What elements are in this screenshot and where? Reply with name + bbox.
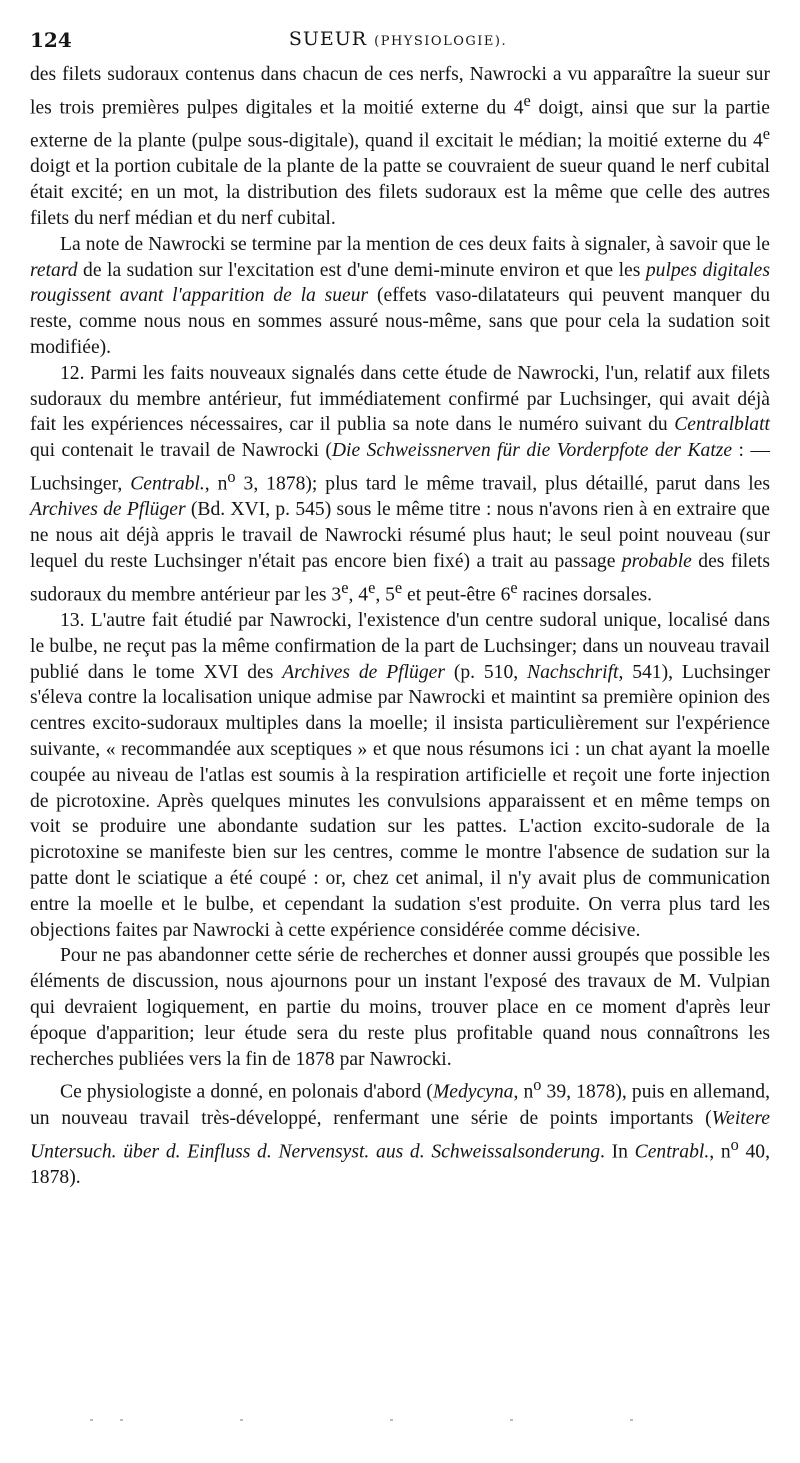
- italic-run: Centrabl.: [130, 473, 205, 495]
- text-run: : — Luchsinger,: [30, 440, 770, 495]
- text-run: 12. Parmi les faits nouveaux signalés dans cette étude de Nawrocki, l'un, relatif aux filets sudoraux du membre antérieur, fut immédiatement confirmé par Luchsinger, qui avait déjà fait les expériences nécessaires, car il publia sa note dans le numéro suivant du: [30, 362, 770, 436]
- text-run: . In: [600, 1141, 635, 1163]
- italic-run: Nachschrift: [527, 661, 619, 683]
- text-run: 39, 1878), puis en allemand, un nouveau travail très-développé, renfermant une série de points importants (: [30, 1081, 770, 1129]
- paragraph: [30, 1072, 770, 1190]
- italic-run: Archives de Pflüger: [282, 661, 445, 683]
- text-run: des filets sudoraux contenus dans chacun de ces nerfs, Nawrocki a vu apparaître la sueur sur les trois premières pulpes digitales et la moitié externe du 4: [30, 64, 770, 119]
- paragraph: [30, 943, 770, 1072]
- faint-bottom-marks: [90, 1417, 710, 1423]
- text-run: 3, 1878); plus tard le même travail, plus détaillé, parut dans les: [235, 473, 770, 495]
- paragraph: [30, 232, 770, 361]
- text-run: doigt, ainsi que sur la partie externe de la plante (pulpe sous-digitale), quand il excitait le médian; la moitié externe du 4: [30, 97, 770, 152]
- italic-run: probable: [621, 550, 692, 572]
- superscript: o: [533, 1075, 542, 1095]
- text-run: (Bd. XVI, p. 545) sous le même titre : nous n'avons rien à en extraire que ne nous ait déjà appris le travail de Nawrocki résumé plus haut; le seul point nouveau (sur lequel du reste Luchsinger n'était pas encore bien fixé) a trait au passage: [30, 499, 770, 572]
- text-run: et peut-être 6: [402, 584, 511, 606]
- italic-run: retard: [30, 259, 78, 281]
- text-run: 13. L'autre fait étudié par Nawrocki, l'existence d'un centre sudoral unique, localisé dans le bulbe, ne reçut pas la même confirmation de la part de Luchsinger; dans un nouveau travail publié dans le tome XVI des: [30, 610, 770, 683]
- text-run: racines dorsales.: [517, 584, 653, 606]
- paragraph-section-13: [30, 608, 770, 943]
- text-run: , n: [204, 473, 228, 495]
- paragraph-section-12: [30, 361, 770, 608]
- running-title-main: SUEUR: [288, 28, 368, 50]
- text-run: (p. 510,: [444, 661, 528, 683]
- superscript: e: [368, 577, 376, 597]
- text-run: Pour ne pas abandonner cette série de recherches et donner aussi groupés que possible les éléments de discussion, nous ajournons pour un instant l'exposé des travaux de M. Vulpian qui devraient logiquement, en partie du moins, trouver place en ce moment d'après leur époque d'apparition; leur étude sera du reste plus profitable quand nous connaîtrons les recherches publiées vers la fin de 1878 par Nawrocki.: [30, 945, 770, 1070]
- text-run: des filets sudoraux du membre antérieur par les 3: [30, 550, 770, 606]
- running-header: [30, 28, 766, 54]
- superscript: o: [730, 1134, 739, 1154]
- text-run: , n: [709, 1141, 731, 1163]
- italic-run: Centralblatt: [674, 414, 770, 436]
- italic-run: Archives de Pflüger: [30, 499, 186, 521]
- italic-run: pulpes digitales rougissent avant l'apparition de la sueur: [30, 259, 770, 307]
- superscript: e: [394, 577, 403, 597]
- italic-run: Centrabl.: [634, 1141, 710, 1163]
- text-run: , 541), Luchsinger s'éleva contre la localisation unique admise par Nawrocki et maintint sa première opinion des centres excito-sudoraux multiples dans la moelle; il insista particulièrement sur l'expérience suivante, « recommandée aux sceptiques » et que nous résumons ici : un chat ayant la moelle coupée au niveau de l'atlas est soumis à la respiration artificielle et reçoit une forte injection de picrotoxine. Après quelques minutes les convulsions apparaissent et en même temps on voit se produire une abondante sudation sur les pattes. L'action excito-sudorale de la picrotoxine se manifeste bien sur les centres, comme le montre l'absence de sudation sur la patte dont le sciatique a été coupé : or, chez cet animal, il n'y avait plus de communication entre la moelle et le bulbe, et cependant la sudation s'est produite. On verra plus tard les objections faites par Nawrocki à cette expérience considérée comme décisive.: [30, 661, 771, 941]
- paragraph: [30, 62, 770, 232]
- running-title-sub: (PHYSIOLOGIE).: [374, 34, 508, 49]
- superscript: e: [341, 577, 349, 597]
- text-run: , 4: [348, 584, 369, 606]
- body-text: [30, 62, 770, 1191]
- italic-run: Weitere Untersuch. über d. Einfluss d. Nervensyst. aus d. Schweissalsonderung: [30, 1107, 770, 1163]
- running-title: [30, 28, 766, 50]
- text-run: de la sudation sur l'excitation est d'une demi-minute environ et que les: [77, 259, 646, 281]
- superscript: o: [227, 467, 236, 487]
- text-run: qui contenait le travail de Nawrocki (: [30, 440, 332, 462]
- text-run: doigt et la portion cubitale de la plante de la patte se couvraient de sueur quand le nerf cubital était excité; en un mot, la distribution des filets sudoraux est la même que celle des autres filets du nerf médian et du nerf cubital.: [30, 156, 770, 230]
- text-run: Ce physiologiste a donné, en polonais d'abord (: [60, 1081, 433, 1103]
- text-run: (effets vaso-dilatateurs qui peuvent manquer du reste, comme nous nous en sommes assuré nous-même, sans que pour cela la sudation soit modifiée).: [30, 285, 770, 359]
- superscript: e: [510, 577, 518, 597]
- text-run: , n: [513, 1081, 534, 1103]
- superscript: e: [523, 90, 531, 110]
- page-number: 124: [30, 28, 72, 52]
- text-run: 40, 1878).: [30, 1141, 770, 1188]
- text-run: , 5: [375, 584, 395, 606]
- italic-run: Die Schweissnerven für die Vorderpfote der Katze: [331, 440, 733, 462]
- italic-run: Medycyna: [432, 1081, 514, 1103]
- superscript: e: [762, 124, 770, 144]
- text-run: La note de Nawrocki se termine par la mention de ces deux faits à signaler, à savoir que le: [60, 233, 770, 255]
